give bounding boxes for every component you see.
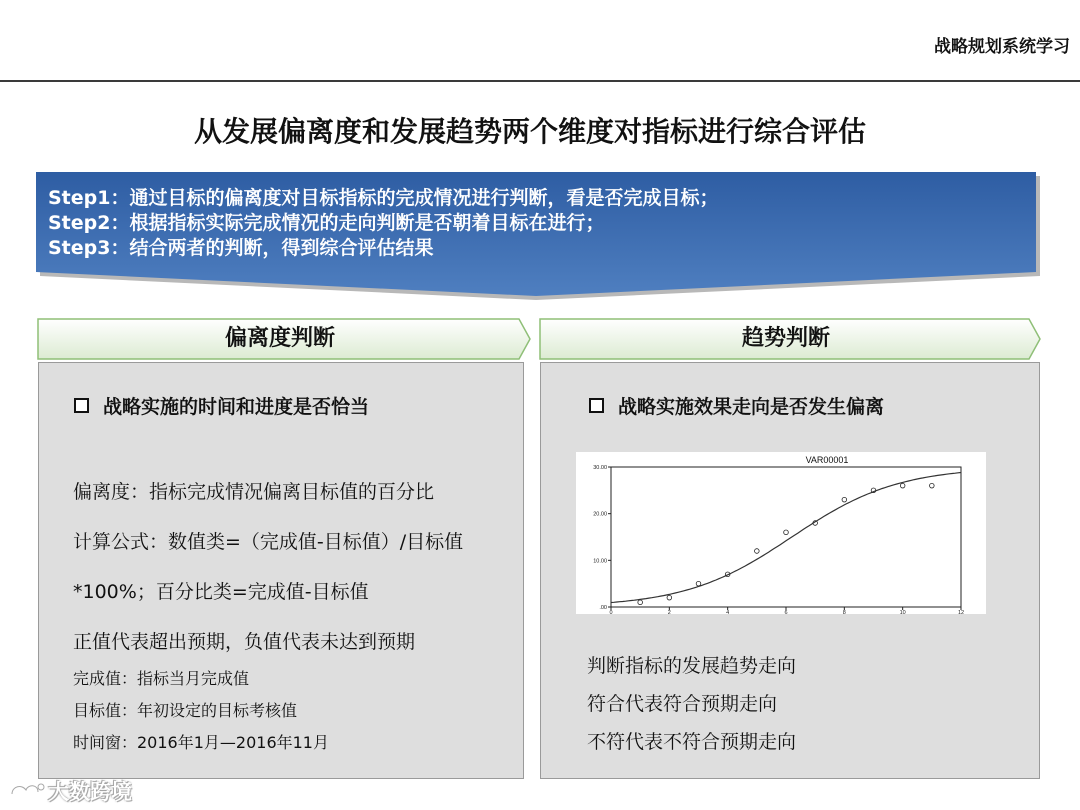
chart-points bbox=[638, 483, 934, 604]
formula-line-2: *100%；百分比类=完成值-目标值 bbox=[73, 581, 369, 603]
steps-text bbox=[48, 186, 718, 261]
target-value-note: 目标值：年初设定的目标考核值 bbox=[73, 701, 298, 720]
chart-y-tick-label: .00 bbox=[599, 605, 607, 611]
trend-line-2: 符合代表符合预期走向 bbox=[587, 693, 778, 715]
checkbox-square-icon bbox=[589, 398, 604, 413]
chart-x-tick-label: 6 bbox=[784, 610, 788, 614]
chart-fit-curve bbox=[611, 473, 961, 603]
chart-point bbox=[696, 581, 701, 586]
time-window-note: 时间窗：2016年1月—2016年11月 bbox=[73, 733, 329, 752]
chart-point bbox=[638, 600, 643, 605]
chart-point bbox=[755, 549, 760, 554]
header-divider bbox=[0, 80, 1080, 82]
chart-x-tick-label: 10 bbox=[899, 610, 906, 614]
chart-point bbox=[842, 497, 847, 502]
page-title: 从发展偏离度和发展趋势两个维度对指标进行综合评估 bbox=[193, 115, 866, 148]
chart-title: VAR00001 bbox=[805, 455, 849, 465]
header-title: 战略规划系统学习 bbox=[934, 37, 1070, 57]
chart-y-tick-label: 30.00 bbox=[593, 465, 607, 471]
trend-line-3: 不符代表不符合预期走向 bbox=[587, 731, 797, 753]
chart-axes bbox=[593, 465, 964, 614]
chart-point bbox=[930, 483, 935, 488]
chart-plot-frame bbox=[611, 467, 961, 607]
sign-meaning: 正值代表超出预期，负值代表未达到预期 bbox=[73, 631, 416, 653]
right-bullet-text: 战略实施效果走向是否发生偏离 bbox=[618, 396, 885, 418]
checkbox-square-icon bbox=[74, 398, 89, 413]
chart-fit-line bbox=[611, 473, 961, 603]
completed-value-note: 完成值：指标当月完成值 bbox=[73, 669, 250, 688]
left-bullet bbox=[74, 392, 369, 419]
watermark-text: 大数跨境 bbox=[48, 780, 132, 804]
trend-line-1: 判断指标的发展趋势走向 bbox=[587, 655, 797, 677]
chart-point bbox=[784, 530, 789, 535]
formula-line-1: 计算公式：数值类=（完成值-目标值）/目标值 bbox=[73, 531, 464, 553]
right-panel-header bbox=[539, 318, 1041, 360]
trend-chart-svg bbox=[576, 452, 986, 614]
chart-x-tick-label: 12 bbox=[957, 610, 965, 614]
chart-x-tick-label: 8 bbox=[842, 610, 846, 614]
chart-x-tick-label: 4 bbox=[726, 610, 730, 614]
step-2: Step2：根据指标实际完成情况的走向判断是否朝着目标在进行； bbox=[48, 212, 605, 234]
chart-y-tick-label: 20.00 bbox=[593, 511, 607, 518]
left-bullet-text: 战略实施的时间和进度是否恰当 bbox=[103, 396, 370, 418]
left-panel-title: 偏离度判断 bbox=[224, 326, 335, 351]
right-bullet bbox=[589, 392, 884, 419]
chart-point bbox=[900, 483, 905, 488]
chart-y-tick-label: 10.00 bbox=[593, 558, 607, 565]
chart-x-tick-label: 0 bbox=[609, 610, 613, 614]
trend-chart bbox=[576, 452, 986, 614]
right-panel-title: 趋势判断 bbox=[741, 326, 830, 351]
step-1: Step1：通过目标的偏离度对目标指标的完成情况进行判断，看是否完成目标； bbox=[48, 187, 719, 209]
chart-x-tick-label: 2 bbox=[667, 610, 671, 614]
left-panel-header bbox=[37, 318, 531, 360]
chart-point bbox=[667, 595, 672, 600]
step-3: Step3：结合两者的判断，得到综合评估结果 bbox=[48, 237, 434, 259]
deviation-definition: 偏离度：指标完成情况偏离目标值的百分比 bbox=[73, 481, 435, 503]
watermark-logo-icon bbox=[8, 780, 48, 802]
steps-banner bbox=[36, 172, 1040, 302]
watermark bbox=[8, 776, 132, 806]
